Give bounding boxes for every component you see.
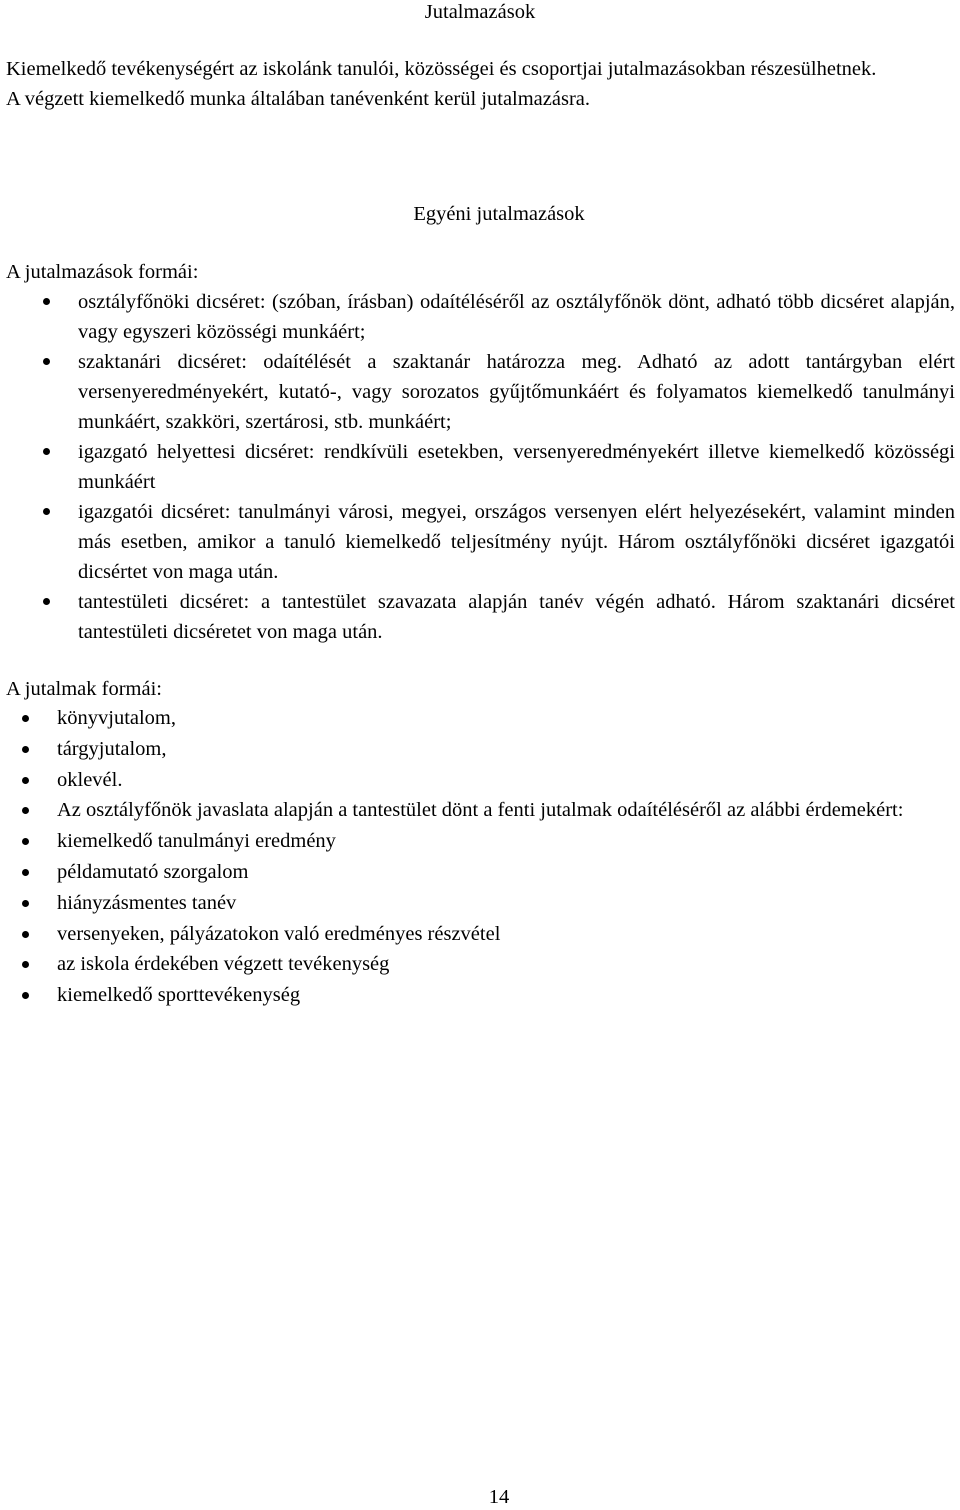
list-item-text: példamutató szorgalom: [57, 860, 249, 883]
list-item-text: az iskola érdekében végzett tevékenység: [57, 953, 390, 976]
rewards-label: A jutalmak formái:: [6, 678, 162, 700]
forms-label: A jutalmazások formái:: [6, 261, 199, 283]
bullet-icon: [43, 508, 50, 515]
list-item-text: kiemelkedő tanulmányi eredmény: [57, 830, 336, 853]
list-item-text: osztályfőnöki dicséret: (szóban, írásban) odaítéléséről az osztályfőnök dönt, adható több dicséret alapján, vagy egyszeri közösségi munkáért;: [78, 291, 955, 343]
list-item-text: versenyeken, pályázatokon való eredményes részvétel: [57, 922, 501, 945]
bullet-icon: [22, 869, 29, 876]
list-item-text: igazgatói dicséret: tanulmányi városi, megyei, országos versenyen elért helyezésekért, valamint minden más esetben, amikor a tanuló kiemelkedő teljesítmény nyújt. Három osztályfőnöki dicséret igazgatói dicsértet von maga után.: [78, 501, 955, 583]
bullet-icon: [22, 961, 29, 968]
list-item: [0, 703, 960, 734]
intro-line: A végzett kiemelkedő munka általában tanévenként kerül jutalmazásra.: [6, 87, 591, 110]
bullet-icon: [22, 900, 29, 907]
bullet-icon: [43, 448, 50, 455]
list-item: [0, 497, 960, 587]
list-item-text: hiányzásmentes tanév: [57, 891, 237, 914]
bullet-icon: [22, 931, 29, 938]
list-item-text: könyvjutalom,: [57, 707, 177, 729]
bullet-icon: [22, 992, 29, 999]
list-item: [0, 287, 960, 347]
bullet-icon: [22, 807, 29, 814]
list-item: [0, 888, 960, 919]
page-title: Jutalmazások: [424, 1, 536, 23]
list-item: [0, 587, 960, 647]
list-item: [0, 795, 960, 826]
bullet-icon: [43, 298, 50, 305]
list-item-text: tantestületi dicséret: a tantestület szavazata alapján tanév végén adható. Három szaktanári dicséret tantestületi dicséretet von maga után.: [78, 591, 955, 643]
bullet-icon: [43, 598, 50, 605]
section-title: Egyéni jutalmazások: [413, 203, 585, 225]
list-item-text: szaktanári dicséret: odaítélését a szaktanár határozza meg. Adható az adott tantárgyban elért versenyeredményekért, kutató-, vagy sorozatos gyűjtőmunkáért és folyamatos kiemelkedő tanulmányi munkáért, szakköri, szertárosi, stb. munkáért;: [78, 351, 955, 433]
intro-line: Kiemelkedő tevékenységért az iskolánk tanulói, közösségei és csoportjai jutalmazásokban részesülhetnek.: [6, 58, 877, 80]
bullet-icon: [22, 715, 29, 722]
list-item: [0, 765, 960, 796]
page-number: 14: [488, 1486, 510, 1508]
list-item-text: oklevél.: [57, 768, 123, 791]
intro-paragraph: [6, 55, 956, 114]
list-item: [0, 949, 960, 980]
list-item: [0, 347, 960, 437]
bullet-icon: [22, 746, 29, 753]
list-item: [0, 919, 960, 950]
reward-forms-list: [0, 703, 960, 1011]
list-item: [0, 734, 960, 765]
list-item: [0, 857, 960, 888]
list-item: [0, 437, 960, 497]
individual-rewards-list: [0, 287, 960, 647]
bullet-icon: [22, 777, 29, 784]
list-item-text: Az osztályfőnök javaslata alapján a tantestület dönt a fenti jutalmak odaítéléséről az alábbi érdemekért:: [57, 799, 904, 822]
list-item-text: tárgyjutalom,: [57, 737, 167, 760]
bullet-icon: [43, 358, 50, 365]
list-item-text: kiemelkedő sporttevékenység: [57, 984, 301, 1007]
bullet-icon: [22, 838, 29, 845]
list-item-text: igazgató helyettesi dicséret: rendkívüli esetekben, versenyeredményekért illetve kiemelkedő közösségi munkáért: [78, 441, 955, 493]
list-item: [0, 980, 960, 1011]
list-item: [0, 826, 960, 857]
